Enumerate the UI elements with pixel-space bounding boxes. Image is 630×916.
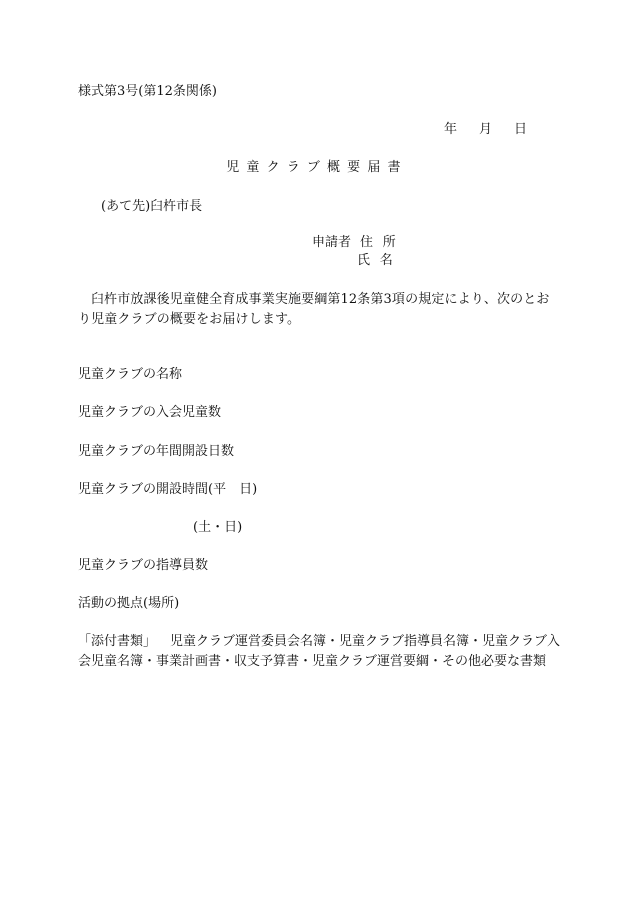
address-label: 住所 xyxy=(360,235,406,250)
applicant-address-row xyxy=(312,234,512,252)
form-number-label: 様式第3号(第12条関係) xyxy=(78,84,217,99)
applicant-role-label: 申請者 xyxy=(312,235,352,250)
attachments-section xyxy=(78,632,564,672)
item-club-name: 児童クラブの名称 xyxy=(78,367,183,382)
addressee: (あて先)臼杵市長 xyxy=(101,199,203,214)
item-open-hours-weekend: (土・日) xyxy=(193,520,243,535)
item-open-days: 児童クラブの年間開設日数 xyxy=(78,444,235,459)
item-member-count: 児童クラブの入会児童数 xyxy=(78,405,222,420)
name-label: 氏名 xyxy=(357,253,403,268)
day-unit: 日 xyxy=(514,122,528,137)
body-paragraph: 臼杵市放課後児童健全育成事業実施要綱第12条第3項の規定により、次のとおり児童クラブの概要をお届けします。 xyxy=(78,292,550,327)
year-unit: 年 xyxy=(444,122,458,137)
applicant-name-row xyxy=(312,252,512,270)
attachments-label: 「添付書類」 xyxy=(78,634,157,649)
month-unit: 月 xyxy=(479,122,493,137)
document-title: 児童クラブ概要届書 xyxy=(226,160,408,175)
date-line xyxy=(444,121,527,139)
applicant-block xyxy=(312,234,512,270)
attachments-list: 児童クラブ運営委員会名簿・児童クラブ指導員名簿・児童クラブ入会児童名簿・事業計画書・収支予算書・児童クラブ運営要綱・その他必要な書類 xyxy=(78,634,561,669)
item-instructor-count: 児童クラブの指導員数 xyxy=(78,558,209,573)
item-activity-base: 活動の拠点(場所) xyxy=(78,596,180,611)
item-open-hours-weekday: 児童クラブの開設時間(平 日) xyxy=(78,482,258,497)
